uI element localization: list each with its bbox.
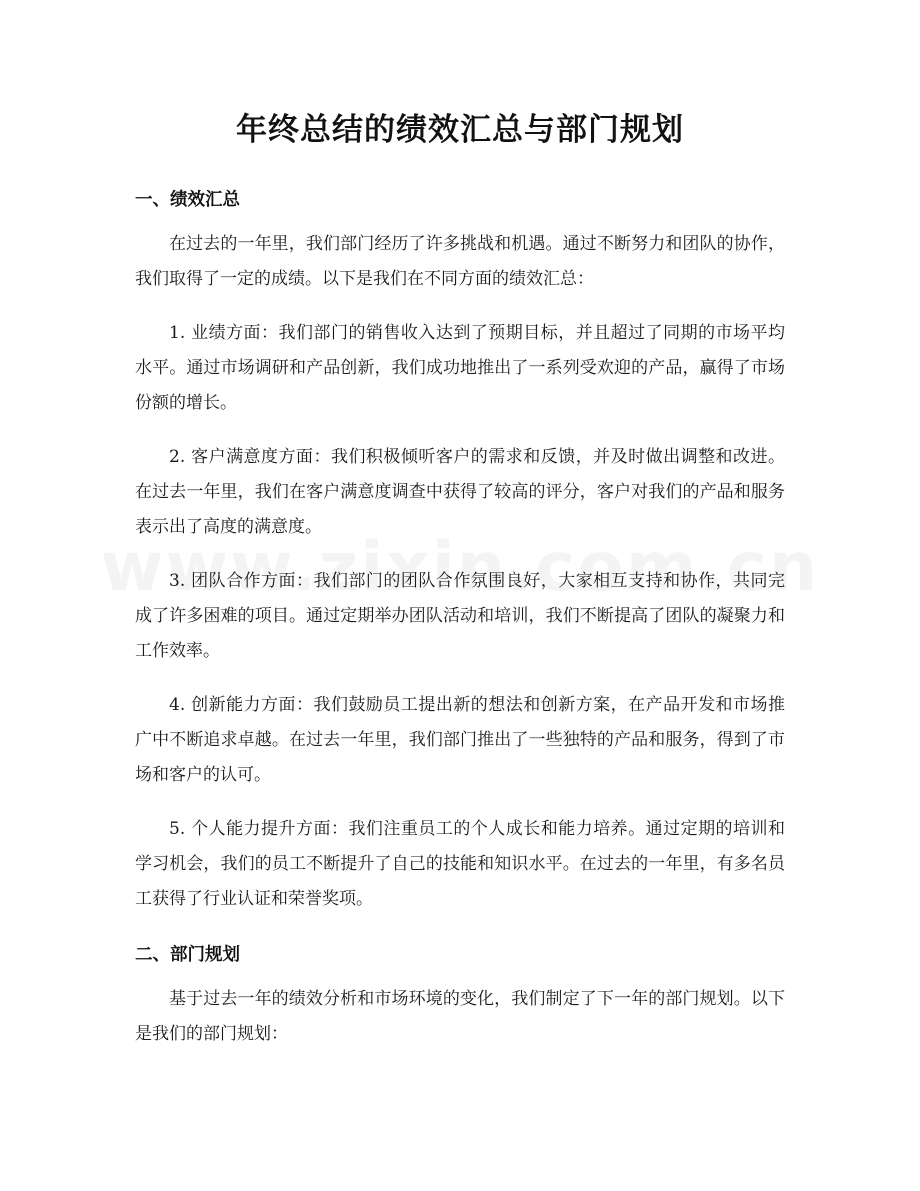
paragraph-teamwork: 3. 团队合作方面：我们部门的团队合作氛围良好，大家相互支持和协作，共同完成了许多困难的项目。通过定期举办团队活动和培训，我们不断提高了团队的凝聚力和工作效率。 <box>135 571 785 661</box>
section-heading-planning: 二、部门规划 <box>135 945 240 965</box>
section-heading-performance: 一、绩效汇总 <box>135 190 240 210</box>
paragraph-customer-satisfaction: 2. 客户满意度方面：我们积极倾听客户的需求和反馈，并及时做出调整和改进。在过去一年里，我们在客户满意度调查中获得了较高的评分，客户对我们的产品和服务表示出了高度的满意度。 <box>135 447 785 537</box>
paragraph-personal-growth: 5. 个人能力提升方面：我们注重员工的个人成长和能力培养。通过定期的培训和学习机会，我们的员工不断提升了自己的技能和知识水平。在过去的一年里，有多名员工获得了行业认证和荣誉奖项。 <box>135 819 785 909</box>
paragraph-intro: 在过去的一年里，我们部门经历了许多挑战和机遇。通过不断努力和团队的协作，我们取得了一定的成绩。以下是我们在不同方面的绩效汇总： <box>135 234 785 289</box>
paragraph-innovation: 4. 创新能力方面：我们鼓励员工提出新的想法和创新方案，在产品开发和市场推广中不断追求卓越。在过去一年里，我们部门推出了一些独特的产品和服务，得到了市场和客户的认可。 <box>135 695 785 785</box>
paragraph-sales-performance: 1. 业绩方面：我们部门的销售收入达到了预期目标，并且超过了同期的市场平均水平。通过市场调研和产品创新，我们成功地推出了一系列受欢迎的产品，赢得了市场份额的增长。 <box>135 323 785 413</box>
document-title: 年终总结的绩效汇总与部门规划 <box>236 112 684 148</box>
paragraph-planning-intro: 基于过去一年的绩效分析和市场环境的变化，我们制定了下一年的部门规划。以下是我们的部门规划： <box>135 989 785 1044</box>
